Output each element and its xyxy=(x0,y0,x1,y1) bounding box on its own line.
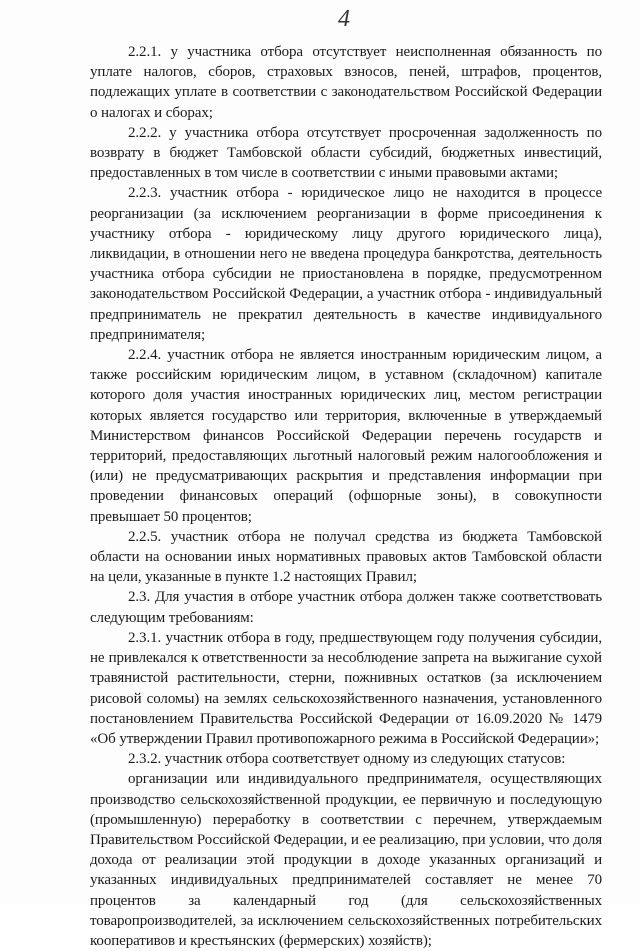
paragraph-2-2-2: 2.2.2. у участника отбора отсутствует просроченная задолженность по возврату в бюджет Тамбовской области субсидий, бюджетных инвестиций, предоставленных в том числе в соответствии с иными правовыми актами; xyxy=(90,124,602,182)
paragraph-2-3-2: 2.3.2. участник отбора соответствует одному из следующих статусов: xyxy=(128,751,566,768)
paragraph-2-3: 2.3. Для участия в отборе участник отбора должен также соответствовать следующим требованиям: xyxy=(90,589,602,626)
paragraph-2-3-1: 2.3.1. участник отбора в году, предшествующем году получения субсидии, не привлекался к ответственности за несоблюдение запрета на выжигание сухой травянистой растительности, стерни, пожнивных остатков (за исключением рисовой соломы) на землях сельскохозяйственного назначения, установленного постановлением Правительства Российской Федерации от 16.09.2020 № 1479 «Об утверждении Правил противопожарного режима в Российской Федерации»; xyxy=(90,629,602,747)
document-body xyxy=(90,42,602,951)
paragraph-2-2-1: 2.2.1. у участника отбора отсутствует неисполненная обязанность по уплате налогов, сборов, страховых взносов, пеней, штрафов, процентов, подлежащих уплате в соответствии с законодательством Российской Федерации о налогах и сборах; xyxy=(90,44,602,121)
paragraph-2-2-5: 2.2.5. участник отбора не получал средства из бюджета Тамбовской области на основании иных нормативных правовых актов Тамбовской области на цели, указанные в пункте 1.2 настоящих Правил; xyxy=(90,528,602,586)
paragraph-2-2-3: 2.2.3. участник отбора - юридическое лицо не находится в процессе реорганизации (за исключением реорганизации в форме присоединения к участнику отбора - юридическому лицу другого юридического лица), ликвидации, в отношении него не введена процедура банкротства, деятельность участника отбора субсидии не приостановлена в порядке, предусмотренном законодательством Российской Федерации, а участник отбора - индивидуальный предприниматель не прекратил деятельность в качестве индивидуального предпринимателя; xyxy=(90,185,602,343)
page-number: 4 xyxy=(338,6,350,32)
paragraph-status-organization: организации или индивидуального предпринимателя, осуществляющих производство сельскохозяйственной продукции, ее первичную и последующую (промышленную) переработку в соответствии с перечнем, утверждаемым Правительством Российской Федерации, и ее реализацию, при условии, что доля дохода от реализации этой продукции в доходе указанных организаций и указанных индивидуальных предпринимателей составляет не менее 70 процентов за календарный год (для сельскохозяйственных товаропроизводителей, за исключением сельскохозяйственных потребительских кооперативов и крестьянских (фермерских) хозяйств); xyxy=(90,771,602,949)
paragraph-2-2-4: 2.2.4. участник отбора не является иностранным юридическим лицом, а также российским юридическим лицом, в уставном (складочном) капитале которого доля участия иностранных юридических лиц, местом регистрации которых является государство или территория, включенные в утверждаемый Министерством финансов Российской Федерации перечень государств и территорий, предоставляющих льготный налоговый режим налогообложения и (или) не предусматривающих раскрытия и представления информации при проведении финансовых операций (офшорные зоны), в совокупности превышает 50 процентов; xyxy=(90,347,602,525)
